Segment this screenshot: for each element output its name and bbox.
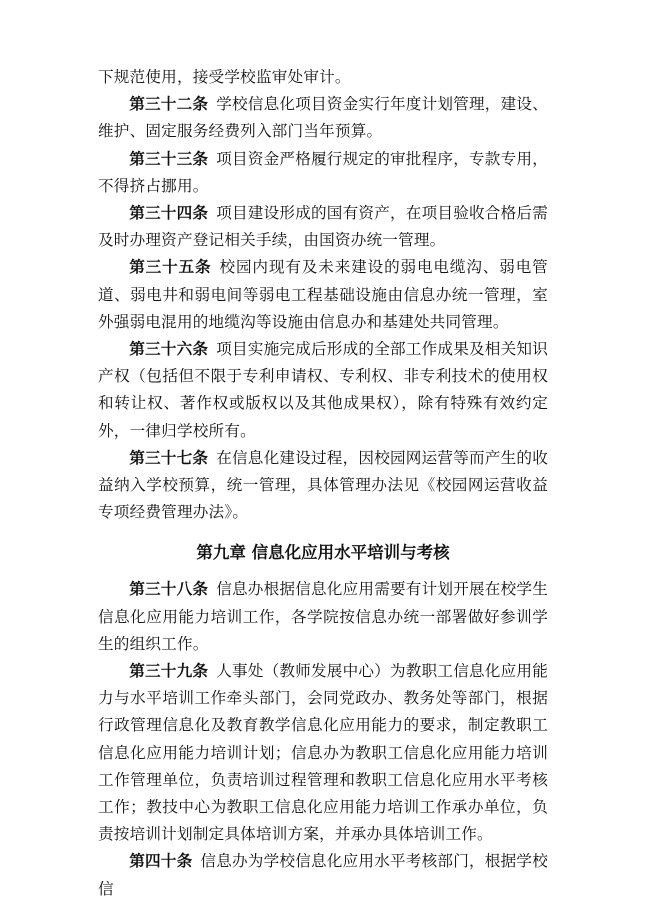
paragraph-text: 下规范使用，接受学校监审处审计。 — [98, 68, 351, 86]
article-number: 第三十九条 — [129, 662, 209, 681]
article-number: 第三十七条 — [129, 448, 209, 467]
article-text: 项目实施完成后形成的全部工作成果及相关知识产权（包括但不限于专利申请权、专利权、非专利技术的使用权和转让权、著作权或版权以及其他成果权），除有特殊有效约定外，一律归学校所有。 — [98, 340, 548, 440]
article-number: 第三十二条 — [129, 95, 209, 114]
article-text: 项目资金严格履行规定的审批程序，专款专用，不得挤占挪用。 — [98, 149, 548, 195]
article-text: 在信息化建设过程，因校园网运营等而产生的收益纳入学校预算，统一管理，具体管理办法见《校园网运营收益专项经费管理办法》。 — [98, 448, 548, 522]
document-page — [98, 64, 548, 903]
article-number: 第三十五条 — [129, 258, 212, 277]
article-34 — [98, 200, 548, 254]
chapter-heading: 第九章 信息化应用水平培训与考核 — [196, 543, 450, 563]
article-text: 学校信息化项目资金实行年度计划管理，建设、维护、固定服务经费列入部门当年预算。 — [98, 95, 548, 141]
article-33 — [98, 146, 548, 200]
article-number: 第三十八条 — [129, 580, 209, 599]
article-text: 校园内现有及未来建设的弱电电缆沟、弱电管道、弱电井和弱电间等弱电工程基础设施由信息办统一管理，室外强弱电混用的地缆沟等设施由信息办和基建处共同管理。 — [98, 258, 548, 331]
article-39 — [98, 658, 548, 848]
article-text: 人事处（教师发展中心）为教职工信息化应用能力与水平培训工作牵头部门，会同党政办、教务处等部门，根据行政管理信息化及教育教学信息化应用能力的要求，制定教职工信息化应用能力培训计划；信息办为教职工信息化应用能力培训工作管理单位，负责培训过程管理和教职工信息化应用水平考核工作；教技中心为教职工信息化应用能力培训工作承办单位，负责按培训计划制定具体培训方案，并承办具体培训工作。 — [98, 662, 548, 844]
article-36 — [98, 336, 548, 445]
intro-paragraph — [98, 64, 548, 91]
article-number: 第四十条 — [129, 852, 193, 871]
article-number: 第三十六条 — [129, 340, 209, 359]
article-number: 第三十三条 — [129, 149, 209, 168]
article-text: 信息办为学校信息化应用水平考核部门，根据学校信 — [98, 852, 548, 898]
article-37 — [98, 445, 548, 527]
article-38 — [98, 576, 548, 658]
article-35 — [98, 254, 548, 336]
article-32 — [98, 91, 548, 145]
article-40 — [98, 848, 548, 902]
article-text: 项目建设形成的国有资产，在项目验收合格后需及时办理资产登记相关手续，由国资办统一管理。 — [98, 204, 548, 250]
article-text: 信息办根据信息化应用需要有计划开展在校学生信息化应用能力培训工作，各学院按信息办统一部署做好参训学生的组织工作。 — [98, 580, 548, 653]
article-number: 第三十四条 — [129, 204, 209, 223]
